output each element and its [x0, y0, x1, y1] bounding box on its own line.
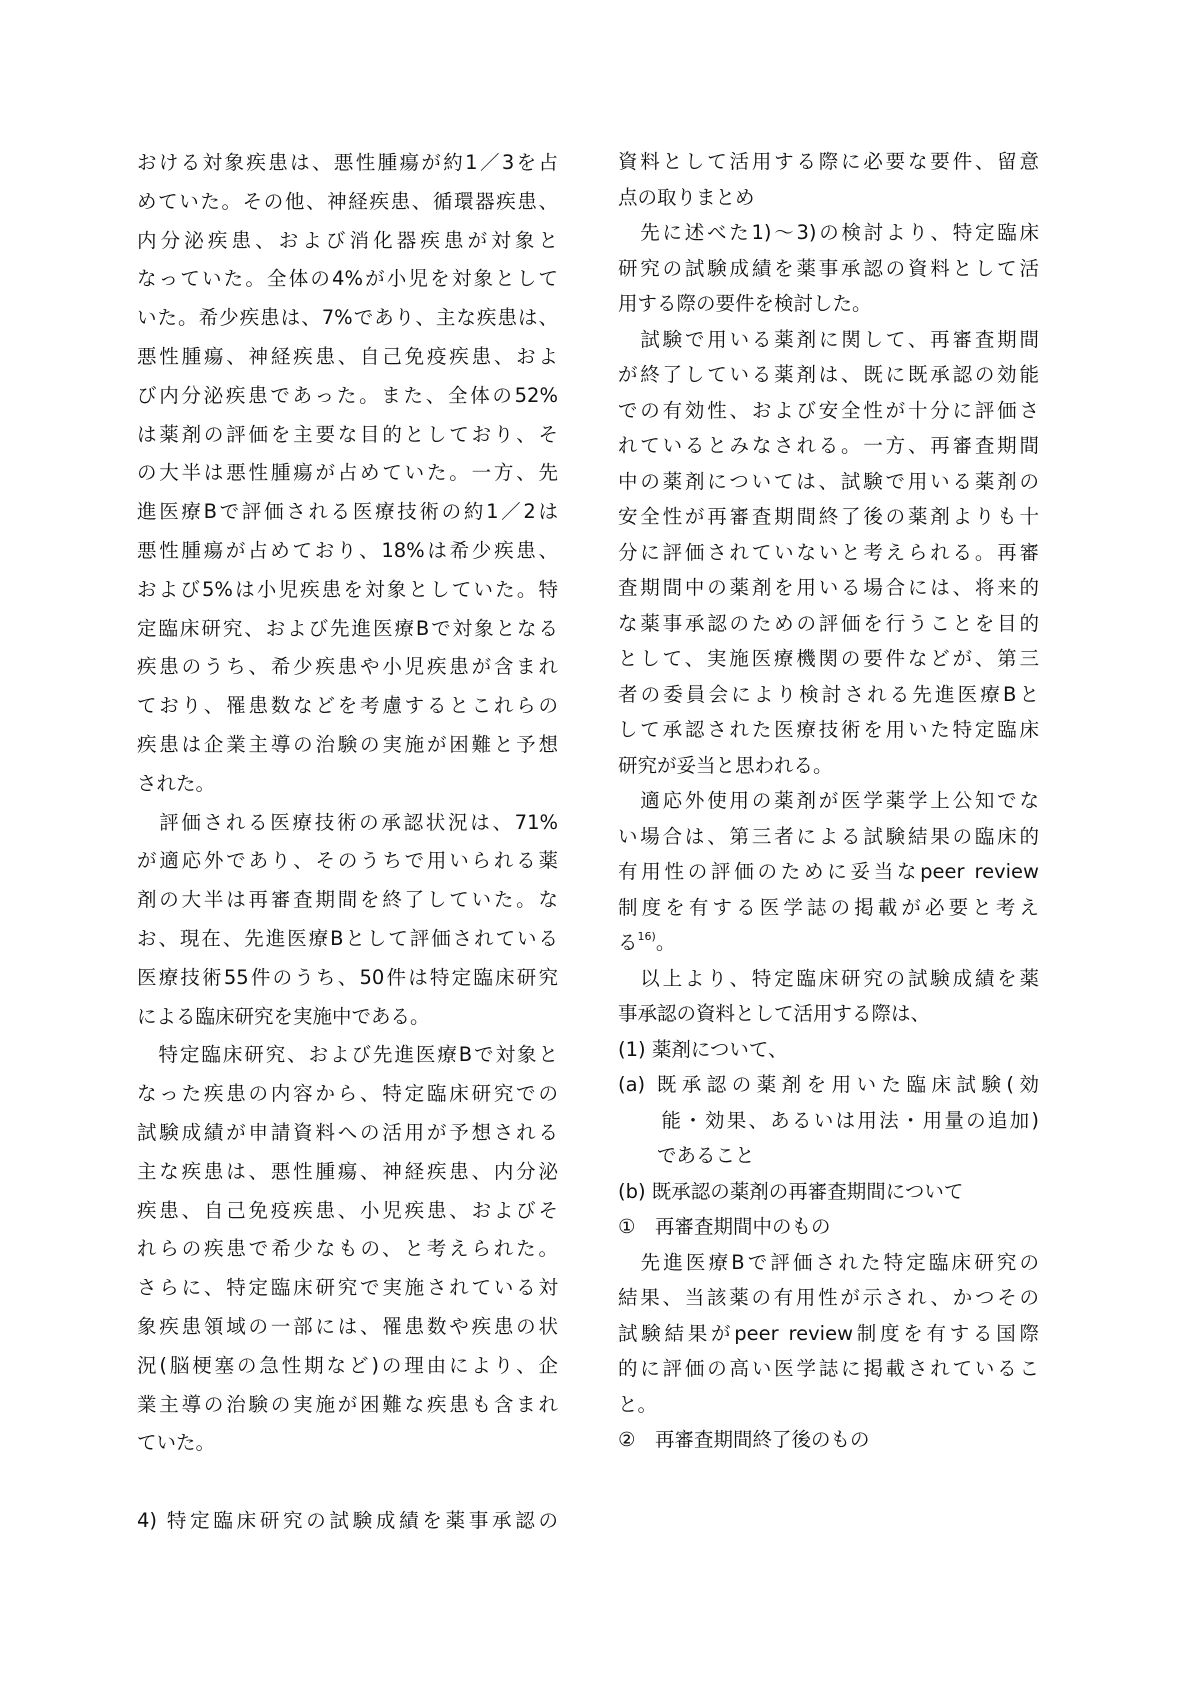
text-line — [137, 881, 558, 920]
text-line — [618, 393, 1039, 429]
line-text: なっていた。全体の4%が小児を対象として — [137, 267, 558, 291]
line-text: 試験成績が申請資料への活用が予想される — [137, 1120, 558, 1144]
line-text: 疾患は企業主導の治験の実施が困難と予想 — [137, 732, 558, 756]
text-line — [137, 610, 558, 649]
line-text: 結果、当該薬の有用性が示され、かつその — [618, 1286, 1039, 1309]
line-text: 安全性が再審査期間終了後の薬剤よりも十 — [618, 505, 1039, 528]
text-line — [137, 842, 558, 881]
text-line — [137, 1230, 558, 1269]
text-line — [137, 765, 558, 804]
text-line — [618, 215, 1039, 251]
text-line — [137, 260, 558, 299]
line-text: 定臨床研究、および先進医療Bで対象となる — [137, 616, 558, 640]
text-line — [618, 1351, 1039, 1387]
text-line — [137, 1424, 558, 1463]
text-line — [618, 1103, 1039, 1139]
text-line — [137, 1347, 558, 1386]
line-text: い場合は、第三者による試験結果の臨床的 — [618, 824, 1039, 848]
line-text: 象疾患領域の一部には、罹患数や疾患の状 — [137, 1314, 558, 1338]
text-line — [618, 854, 1039, 890]
text-line — [618, 499, 1039, 535]
line-text: 悪性腫瘍が占めており、18%は希少疾患、 — [137, 538, 558, 562]
text-line — [137, 648, 558, 687]
text-line — [137, 1502, 558, 1541]
line-text: なった疾患の内容から、特定臨床研究での — [137, 1082, 558, 1106]
text-line — [618, 144, 1039, 180]
line-text: れているとみなされる。一方、再審査期間 — [618, 434, 1039, 457]
line-text: 資料として活用する際に必要な要件、留意 — [618, 150, 1039, 173]
text-line — [618, 1245, 1039, 1281]
text-line — [137, 1463, 558, 1502]
text-line — [137, 959, 558, 998]
text-line — [618, 783, 1039, 819]
line-text: 先に述べた1)～3)の検討より、特定臨床 — [618, 221, 1039, 244]
line-text: 試験結果がpeer review制度を有する国際 — [618, 1321, 1039, 1345]
line-text: 況(脳梗塞の急性期など)の理由により、企 — [137, 1353, 558, 1377]
line-text: および5%は小児疾患を対象としていた。特 — [137, 577, 558, 601]
line-text: おける対象疾患は、悪性腫瘍が約1／3を占 — [137, 151, 558, 174]
text-line — [137, 1269, 558, 1308]
line-text: が終了している薬剤は、既に既承認の効能 — [618, 363, 1039, 386]
line-text: 特定臨床研究、および先進医療Bで対象と — [137, 1043, 558, 1067]
text-line — [137, 144, 558, 183]
text-line — [618, 996, 1039, 1032]
line-text: 研究が妥当と思われる。 — [618, 753, 833, 777]
text-line — [618, 712, 1039, 748]
text-line — [137, 571, 558, 610]
line-text: な薬事承認のための評価を行うことを目的 — [618, 611, 1039, 635]
line-text: ② 再審査期間終了後のもの — [618, 1428, 870, 1451]
text-line — [618, 570, 1039, 606]
line-text: 事承認の資料として活用する際は、 — [618, 1002, 931, 1025]
text-line — [137, 1308, 558, 1347]
text-line — [618, 1138, 1039, 1174]
text-line — [137, 1153, 558, 1192]
line-text: 用する際の要件を検討した。 — [618, 292, 872, 315]
line-text: (a) 既承認の薬剤を用いた臨床試験(効 — [618, 1073, 1039, 1096]
line-text: 評価される医療技術の承認状況は、71% — [137, 810, 558, 834]
line-text: 中の薬剤については、試験で用いる薬剤の — [618, 469, 1039, 493]
text-line — [618, 1032, 1039, 1068]
text-line — [137, 454, 558, 493]
text-line — [618, 606, 1039, 642]
text-line — [618, 890, 1039, 926]
line-text: 先進医療Bで評価された特定臨床研究の — [618, 1250, 1039, 1274]
line-text: として、実施医療機関の要件などが、第三 — [618, 647, 1039, 670]
text-line — [137, 1386, 558, 1425]
line-text: ① 再審査期間中のもの — [618, 1215, 831, 1238]
text-line — [137, 338, 558, 377]
line-text: (b) 既承認の薬剤の再審査期間について — [618, 1179, 964, 1203]
text-line — [618, 961, 1039, 997]
text-line — [618, 464, 1039, 500]
text-line — [618, 641, 1039, 677]
line-text: 業主導の治験の実施が困難な疾患も含まれ — [137, 1392, 558, 1416]
line-text: 査期間中の薬剤を用いる場合には、将来的 — [618, 576, 1039, 599]
line-text: は薬剤の評価を主要な目的としており、そ — [137, 422, 558, 446]
line-text: 的に評価の高い医学誌に掲載されているこ — [618, 1357, 1039, 1380]
line-text: 内分泌疾患、および消化器疾患が対象と — [137, 228, 558, 252]
line-text: 有用性の評価のために妥当なpeer review — [618, 860, 1039, 883]
text-line — [618, 286, 1039, 322]
text-line — [137, 416, 558, 455]
line-text: 以上より、特定臨床研究の試験成績を薬 — [618, 966, 1039, 990]
line-text: と。 — [618, 1392, 658, 1416]
line-text: 能・効果、あるいは用法・用量の追加) — [618, 1108, 1039, 1132]
line-text: 疾患、自己免疫疾患、小児疾患、およびそ — [137, 1198, 558, 1222]
text-line — [618, 819, 1039, 855]
text-line — [137, 687, 558, 726]
text-line — [618, 180, 1039, 216]
text-line — [137, 1075, 558, 1114]
line-text: ていた。 — [137, 1431, 216, 1455]
text-line — [618, 322, 1039, 358]
line-text: が適応外であり、そのうちで用いられる薬 — [137, 849, 558, 873]
text-line — [618, 925, 1039, 961]
line-text-after: 。 — [655, 931, 676, 954]
line-text: 制度を有する医学誌の掲載が必要と考え — [618, 895, 1039, 919]
text-line — [618, 748, 1039, 784]
line-text: び内分泌疾患であった。また、全体の52% — [137, 383, 558, 407]
line-text: であること — [618, 1144, 755, 1167]
line-text: いた。希少疾患は、7%であり、主な疾患は、 — [137, 306, 558, 330]
text-line — [618, 1280, 1039, 1316]
line-text: 主な疾患は、悪性腫瘍、神経疾患、内分泌 — [137, 1159, 558, 1183]
text-line — [137, 998, 558, 1037]
line-text: さらに、特定臨床研究で実施されている対 — [137, 1276, 558, 1300]
text-line — [137, 804, 558, 843]
line-text: 疾患のうち、希少疾患や小児疾患が含まれ — [137, 655, 558, 679]
line-text: 試験で用いる薬剤に関して、再審査期間 — [618, 327, 1039, 351]
text-line — [137, 1036, 558, 1075]
line-text: ており、罹患数などを考慮するとこれらの — [137, 694, 558, 718]
line-text: での有効性、および安全性が十分に評価さ — [618, 398, 1039, 422]
text-line — [137, 1114, 558, 1153]
line-text: 適応外使用の薬剤が医学薬学上公知でな — [618, 789, 1039, 812]
text-line — [137, 493, 558, 532]
line-text: めていた。その他、神経疾患、循環器疾患、 — [137, 189, 558, 213]
line-text: 分に評価されていないと考えられる。再審 — [618, 540, 1039, 564]
line-text: お、現在、先進医療Bとして評価されている — [137, 926, 558, 950]
line-text: 4) 特定臨床研究の試験成績を薬事承認の — [137, 1508, 558, 1532]
text-line — [137, 377, 558, 416]
text-line — [618, 535, 1039, 571]
text-line — [618, 1316, 1039, 1352]
line-text: 医療技術55件のうち、50件は特定臨床研究 — [137, 965, 558, 989]
line-text: る — [618, 931, 638, 954]
line-text: の大半は悪性腫瘍が占めていた。一方、先 — [137, 461, 558, 485]
text-line — [137, 726, 558, 765]
line-text: 剤の大半は再審査期間を終了していた。な — [137, 888, 558, 912]
text-line — [137, 299, 558, 338]
line-text: された。 — [137, 771, 216, 795]
text-line — [618, 1422, 1039, 1458]
text-line — [618, 1209, 1039, 1245]
text-line — [137, 1192, 558, 1231]
text-line — [137, 183, 558, 222]
line-text: 点の取りまとめ — [618, 185, 755, 209]
line-text: れらの疾患で希少なもの、と考えられた。 — [137, 1237, 558, 1261]
line-text: 者の委員会により検討される先進医療Bと — [618, 682, 1039, 706]
line-text: 進医療Bで評価される医療技術の約1／2は — [137, 500, 558, 524]
right-column — [618, 144, 1039, 1458]
text-line — [137, 222, 558, 261]
line-text: して承認された医療技術を用いた特定臨床 — [618, 718, 1039, 741]
text-line — [618, 1387, 1039, 1423]
text-line — [137, 920, 558, 959]
line-text: 研究の試験成績を薬事承認の資料として活 — [618, 256, 1039, 280]
text-line — [618, 251, 1039, 287]
text-line — [618, 1174, 1039, 1210]
citation-superscript: 16) — [637, 930, 656, 943]
text-line — [137, 532, 558, 571]
line-text: 悪性腫瘍、神経疾患、自己免疫疾患、およ — [137, 344, 558, 368]
line-text: による臨床研究を実施中である。 — [137, 1004, 430, 1028]
text-line — [618, 428, 1039, 464]
text-line — [618, 677, 1039, 713]
text-line — [618, 357, 1039, 393]
text-line — [618, 1067, 1039, 1103]
left-column — [137, 144, 558, 1541]
line-text: (1) 薬剤について、 — [618, 1037, 788, 1061]
